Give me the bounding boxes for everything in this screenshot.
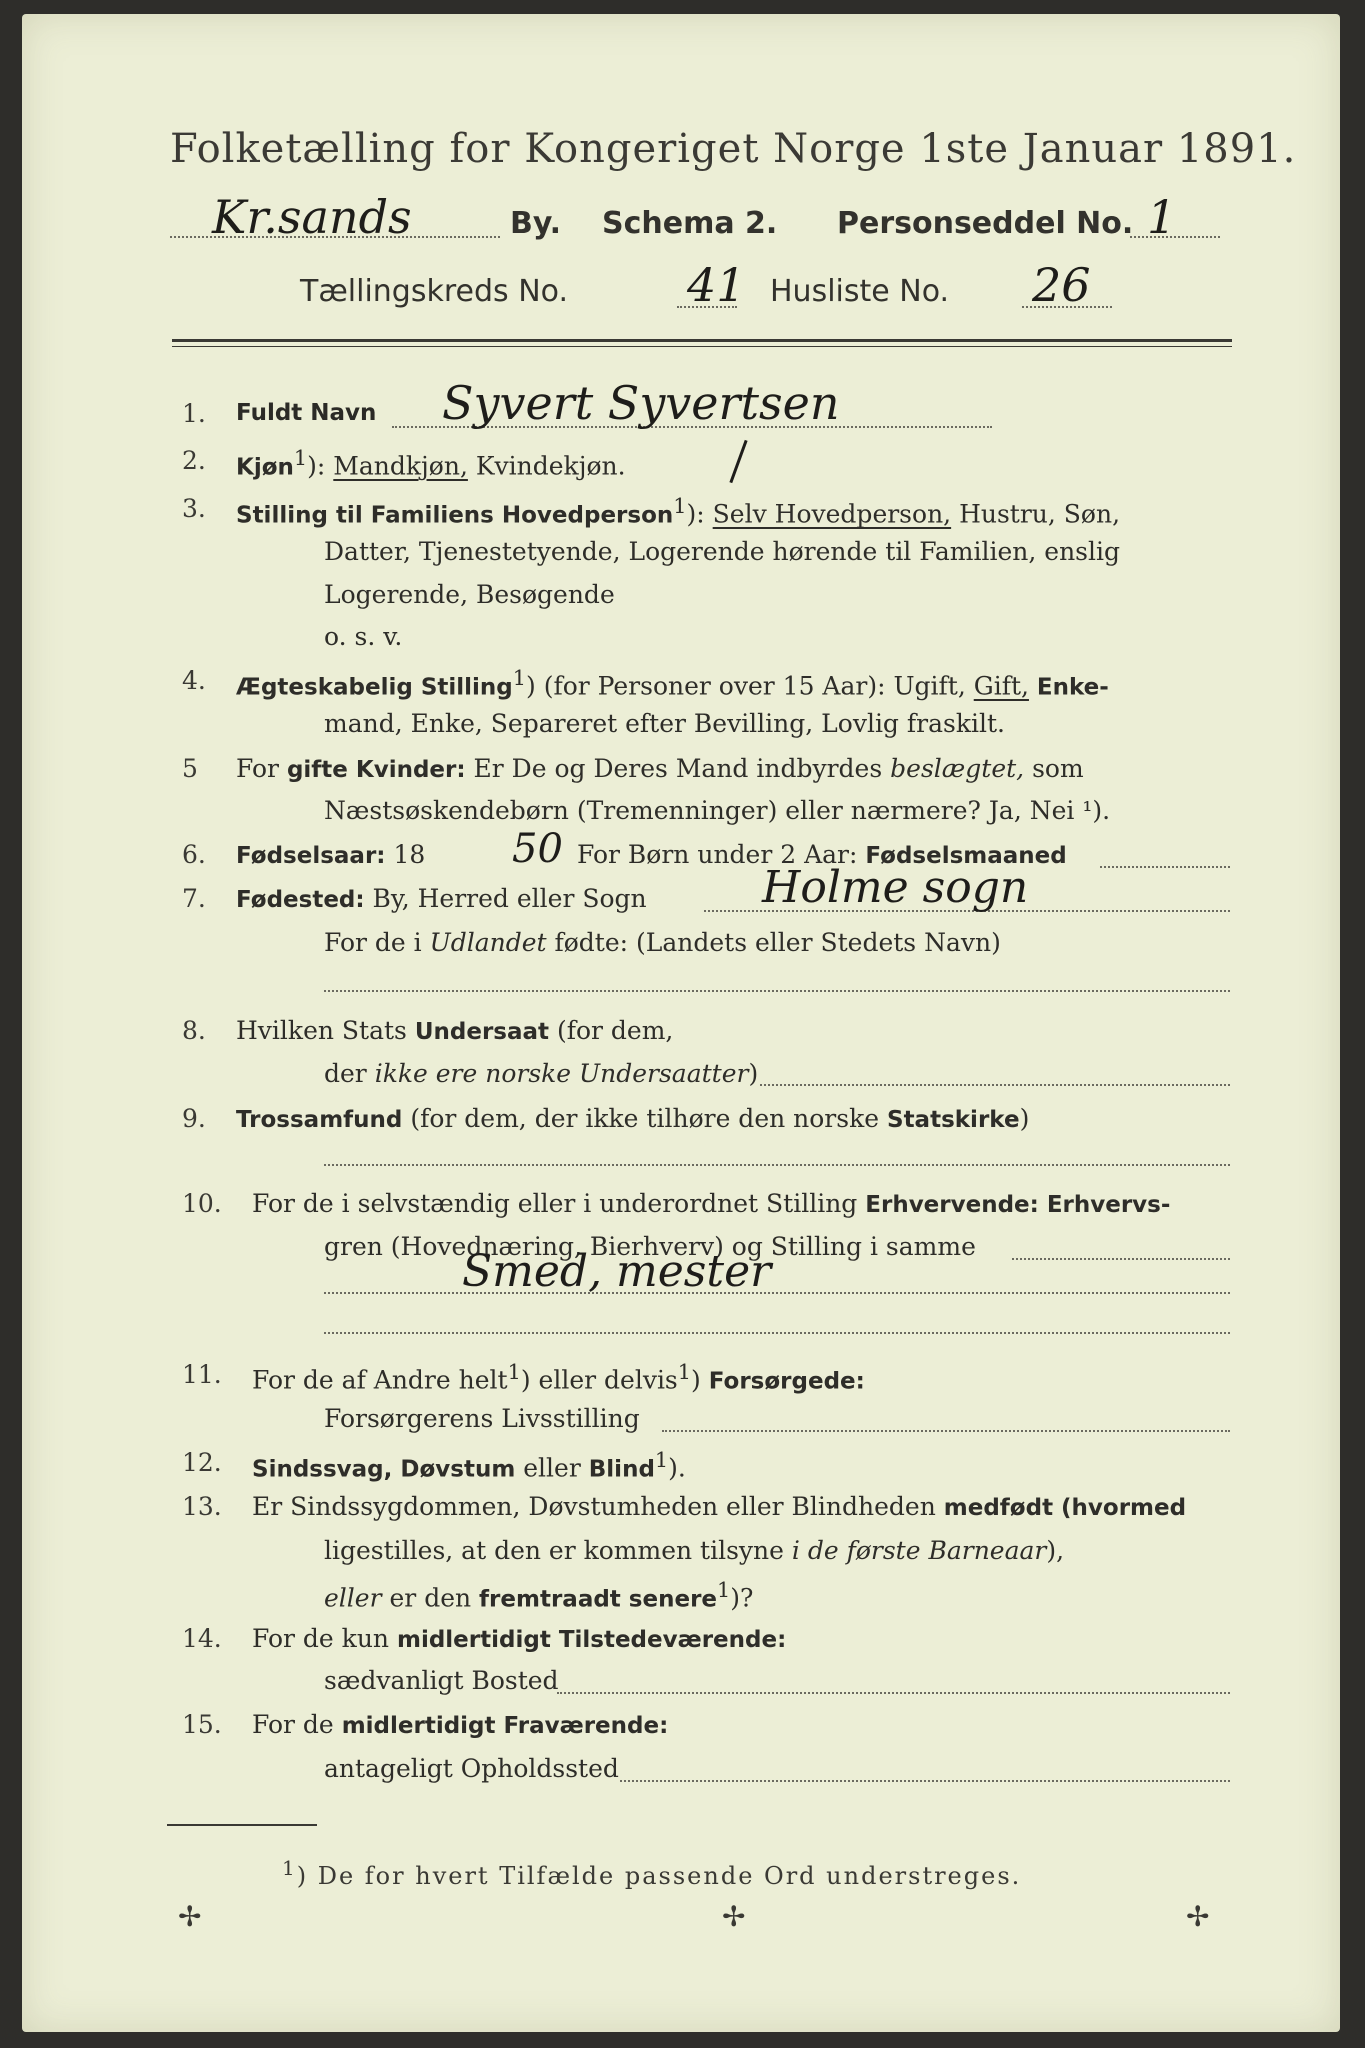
field-3-label: Stilling til Familiens Hovedperson <box>236 502 674 529</box>
field-13-sup: 1 <box>717 1578 731 1602</box>
field-4-line-1 <box>236 666 1109 700</box>
field-6-line <box>236 840 425 869</box>
field-3-text-a: ): <box>686 499 705 529</box>
field-5-text-c: som <box>1032 754 1084 783</box>
field-3-line-3: Logerende, Besøgende <box>324 580 615 609</box>
field-11-number: 11. <box>182 1360 222 1389</box>
field-7-line2-italic: Udlandet <box>429 928 547 957</box>
field-10-bold-b: Erhvervs- <box>1046 1192 1171 1218</box>
field-14-dotted-line <box>557 1692 1230 1694</box>
field-10-line-2: gren (Hovednæring, Bierhverv) og Stilling i samme <box>324 1232 976 1261</box>
schema-label: Schema 2. <box>602 206 778 241</box>
footnote-sup: 1 <box>282 1856 297 1880</box>
field-6-number: 6. <box>182 840 206 869</box>
field-9-bold: Statskirke <box>887 1107 1020 1133</box>
kreds-number: 41 <box>687 258 746 312</box>
field-2-line <box>236 446 626 480</box>
field-12-line <box>252 1448 686 1482</box>
registration-mark-right: ✢ <box>1186 1900 1210 1933</box>
field-8-number: 8. <box>182 1016 206 1045</box>
field-8-line-1 <box>236 1016 673 1045</box>
field-13-number: 13. <box>182 1492 222 1521</box>
field-9-number: 9. <box>182 1104 206 1133</box>
field-9-text-b: ) <box>1019 1104 1030 1133</box>
field-7-value: Holme sogn <box>762 862 1029 913</box>
form-title: Folketælling for Kongeriget Norge 1ste Januar 1891. <box>170 126 1297 172</box>
field-6-bold-b: Fødselsmaaned <box>865 843 1067 869</box>
field-2-label: Kjøn <box>236 454 294 481</box>
city-handwritten: Kr.sands <box>212 190 412 244</box>
field-13-line-2 <box>324 1536 1064 1565</box>
field-10-value: Smed, mester <box>462 1246 772 1297</box>
field-3-number: 3. <box>182 494 206 523</box>
field-9-blank-line <box>324 1164 1230 1166</box>
field-7-text-a: By, Herred eller Sogn <box>372 884 647 913</box>
field-11-sup-1: 1 <box>507 1360 521 1384</box>
field-14-number: 14. <box>182 1624 222 1653</box>
kreds-label: Tællingskreds No. <box>300 274 568 309</box>
field-7-blank-line <box>324 990 1230 992</box>
field-4-text-a: ) (for Personer over 15 Aar): Ugift, <box>526 671 966 701</box>
field-2-underlined: Mandkjøn, <box>333 451 468 481</box>
personseddel-number: 1 <box>1147 190 1177 244</box>
field-8-line2-b: ) <box>748 1059 759 1088</box>
field-12-number: 12. <box>182 1448 222 1477</box>
field-3-sup: 1 <box>673 494 687 518</box>
field-8-line2-a: der <box>324 1059 367 1088</box>
field-10-dotted-line <box>1012 1258 1230 1260</box>
handwritten-mark <box>729 440 747 483</box>
field-13-line3-italic: eller <box>324 1583 382 1613</box>
field-4-sup: 1 <box>512 666 527 690</box>
field-5-text-a: For <box>236 754 279 783</box>
field-14-line-2: sædvanligt Bosted <box>324 1666 559 1695</box>
field-13-line2-italic: i de første Barneaar <box>791 1536 1047 1565</box>
field-14-line-1 <box>252 1624 786 1653</box>
field-13-line3-a: er den <box>389 1583 472 1613</box>
field-3-line-4: o. s. v. <box>324 622 403 651</box>
field-11-bold: Forsørgede: <box>708 1368 865 1395</box>
field-4-bold-b: Enke- <box>1036 674 1109 701</box>
field-12-text-a: eller <box>523 1453 581 1483</box>
registration-mark-center: ✢ <box>722 1900 746 1933</box>
field-12-sup: 1 <box>654 1448 669 1472</box>
field-10-bold: Erhvervende: <box>865 1192 1039 1218</box>
field-13-line3-b: )? <box>730 1583 754 1613</box>
field-7-number: 7. <box>182 884 206 913</box>
field-10-blank-line <box>324 1332 1230 1334</box>
field-3-text-b: Hustru, Søn, <box>959 499 1121 529</box>
field-4-line-2: mand, Enke, Separeret efter Bevilling, Lovlig fraskilt. <box>324 709 1005 738</box>
field-8-line-2 <box>324 1059 758 1088</box>
registration-mark-left: ✢ <box>178 1900 202 1933</box>
footnote-rule <box>167 1824 317 1826</box>
field-9-text-a: (for dem, der ikke tilhøre den norske <box>410 1104 880 1133</box>
field-5-italic: beslægtet, <box>890 754 1025 783</box>
field-5-line-1 <box>236 754 1084 783</box>
field-6-label: Fødselsaar: <box>236 843 386 869</box>
field-11-text-c: ) <box>691 1365 701 1395</box>
husliste-number: 26 <box>1032 258 1091 312</box>
field-14-bold: midlertidigt Tilstedeværende: <box>396 1627 787 1653</box>
field-2-text-b: Kvindekjøn. <box>475 451 626 481</box>
personseddel-label: Personseddel No. <box>837 206 1134 241</box>
field-9-line <box>236 1104 1029 1133</box>
field-7-line2-b: fødte: (Landets eller Stedets Navn) <box>554 928 1001 957</box>
field-1-value: Syvert Syvertsen <box>442 376 840 430</box>
field-5-bold: gifte Kvinder: <box>286 757 466 783</box>
field-8-bold: Undersaat <box>414 1019 550 1045</box>
field-13-line2-b: ), <box>1046 1536 1065 1565</box>
field-8-dotted-line <box>760 1084 1230 1086</box>
field-6-value: 50 <box>512 826 563 872</box>
field-11-text-a: For de af Andre helt <box>252 1365 508 1395</box>
field-15-bold: midlertidigt Fraværende: <box>341 1713 669 1739</box>
field-3-underlined: Selv Hovedperson, <box>712 499 952 529</box>
field-10-number: 10. <box>182 1189 222 1218</box>
field-13-bold-b: (hvormed <box>1061 1495 1187 1521</box>
field-11-line-2: Forsørgerens Livsstilling <box>324 1404 640 1433</box>
field-7-line-2 <box>324 928 1001 957</box>
field-12-bold: Sindssvag, Døvstum <box>252 1456 516 1483</box>
field-15-line-1 <box>252 1710 668 1739</box>
field-7-label: Fødested: <box>236 887 365 913</box>
field-3-line-1 <box>236 494 1120 528</box>
husliste-label: Husliste No. <box>770 274 950 309</box>
field-13-line2-a: ligestilles, at den er kommen tilsyne <box>324 1536 784 1565</box>
field-15-line-2: antageligt Opholdssted <box>324 1754 619 1783</box>
field-11-text-b: ) eller delvis <box>520 1365 678 1395</box>
field-6-dotted-line <box>1100 866 1230 868</box>
field-11-sup-2: 1 <box>677 1360 692 1384</box>
field-9-label: Trossamfund <box>236 1107 403 1133</box>
field-13-bold: medfødt <box>943 1495 1054 1521</box>
field-8-text-b: (for dem, <box>556 1016 674 1045</box>
field-10-value-line <box>324 1292 1230 1294</box>
field-6-text-b: For Børn under 2 Aar: <box>577 840 858 869</box>
field-5-text-b: Er De og Deres Mand indbyrdes <box>473 754 883 783</box>
by-label: By. <box>510 206 562 241</box>
field-5-line-2: Næstsøskendebørn (Tremenninger) eller nærmere? Ja, Nei ¹). <box>324 796 1111 825</box>
field-5-number: 5 <box>182 754 198 783</box>
field-4-number: 4. <box>182 666 206 695</box>
field-15-number: 15. <box>182 1710 222 1739</box>
footnote <box>282 1856 1021 1890</box>
field-1-number: 1. <box>182 399 206 428</box>
census-form <box>22 14 1340 2032</box>
field-6-prefix: 18 <box>393 840 426 869</box>
field-15-dotted-line <box>620 1780 1230 1782</box>
field-13-line3-bold: fremtraadt senere <box>479 1586 718 1613</box>
header-rule-thin <box>172 346 1232 347</box>
field-12-bold-b: Blind <box>588 1456 655 1483</box>
field-15-text-a: For de <box>252 1710 334 1739</box>
field-14-text-a: For de kun <box>252 1624 390 1653</box>
field-10-text-a: For de i selvstændig eller i underordnet Stilling <box>252 1189 858 1218</box>
field-2-number: 2. <box>182 446 206 475</box>
field-7-line2-a: For de i <box>324 928 422 957</box>
field-2-sup: 1 <box>293 446 308 470</box>
footnote-text: ) De for hvert Tilfælde passende Ord understreges. <box>296 1862 1022 1890</box>
field-3-line-2: Datter, Tjenestetyende, Logerende hørende til Familien, enslig <box>324 537 1121 566</box>
field-11-dotted-line <box>662 1430 1230 1432</box>
field-8-line2-italic: ikke ere norske Undersaatter <box>374 1059 749 1088</box>
header-rule <box>172 339 1232 342</box>
field-12-text-b: ). <box>668 1453 686 1483</box>
field-8-text-a: Hvilken Stats <box>236 1016 407 1045</box>
field-13-line-3 <box>324 1578 753 1612</box>
field-11-line-1 <box>252 1360 865 1394</box>
field-7-line-1 <box>236 884 647 913</box>
field-1-label: Fuldt Navn <box>236 400 377 426</box>
field-10-line-1 <box>252 1189 1170 1218</box>
field-4-underlined: Gift, <box>973 671 1029 701</box>
field-2-text-a: ): <box>307 451 326 481</box>
field-13-line-1 <box>252 1492 1186 1521</box>
field-13-text-a: Er Sindssygdommen, Døvstumheden eller Blindheden <box>252 1492 936 1521</box>
field-4-label: Ægteskabelig Stilling <box>236 674 513 701</box>
